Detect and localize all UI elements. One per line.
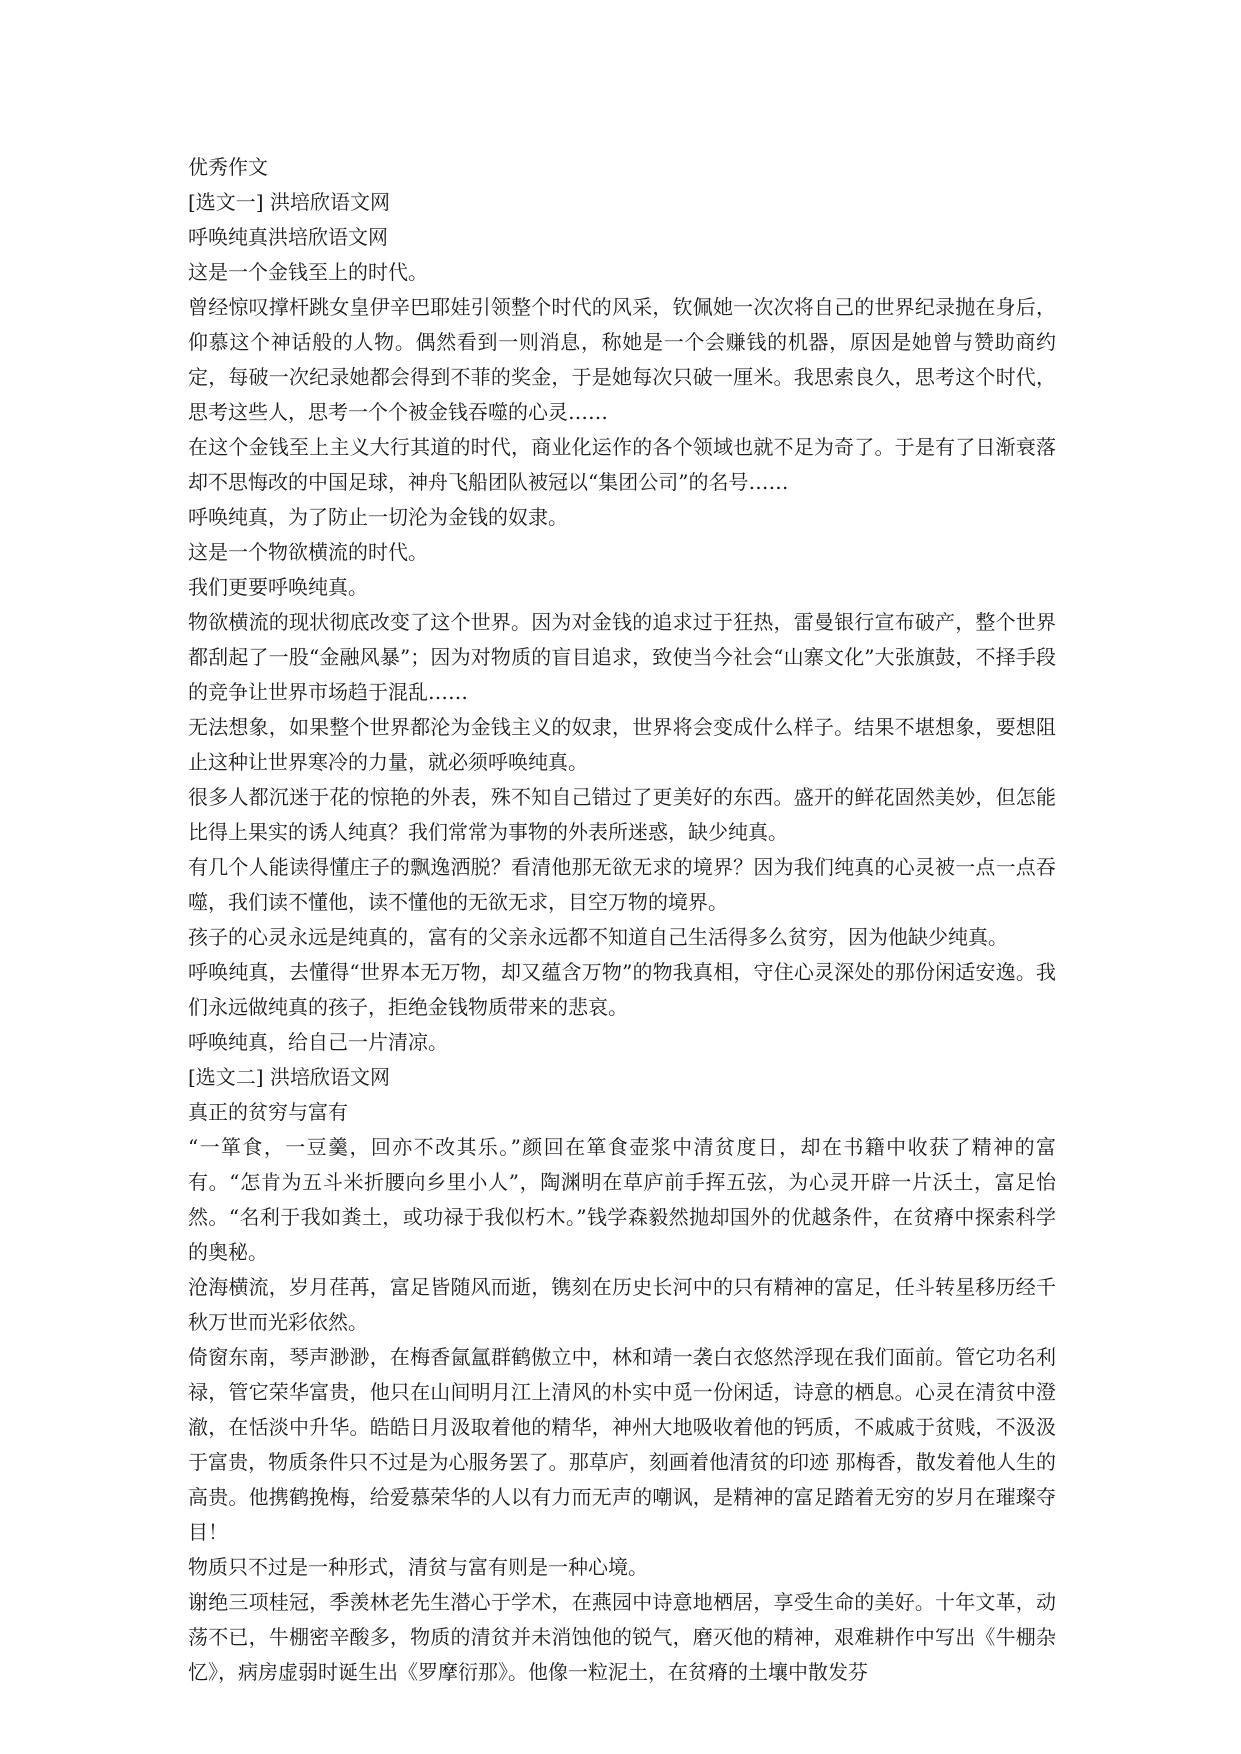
paragraph: 孩子的心灵永远是纯真的，富有的父亲永远都不知道自己生活得多么贫穷，因为他缺少纯真。	[188, 925, 1008, 949]
paragraph: 有几个人能读得懂庄子的飘逸洒脱？看清他那无欲无求的境界？因为我们纯真的心灵被一点一点吞噬，我们读不懂他，读不懂他的无欲无求，目空万物的境界。	[188, 855, 1056, 914]
paragraph: 呼唤纯真，去懂得“世界本无万物，却又蕴含万物”的物我真相，守住心灵深处的那份闲适安逸。我们永远做纯真的孩子，拒绝金钱物质带来的悲哀。	[188, 960, 1056, 1019]
paragraph: 曾经惊叹撑杆跳女皇伊辛巴耶娃引领整个时代的风采，钦佩她一次次将自己的世界纪录抛在身后，仰慕这个神话般的人物。偶然看到一则消息，称她是一个会赚钱的机器，原因是她曾与赞助商约定，每破一次纪录她都会得到不菲的奖金，于是她每次只破一厘米。我思索良久，思考这个时代，思考这些人，思考一个个被金钱吞噬的心灵……	[188, 295, 1056, 424]
paragraph: 呼唤纯真，给自己一片清凉。	[188, 1030, 448, 1054]
document-title: 优秀作文	[188, 155, 268, 179]
paragraph: 倚窗东南，琴声渺渺，在梅香氤氲群鹤傲立中，林和靖一袭白衣悠然浮现在我们面前。管它功名利禄，管它荣华富贵，他只在山间明月江上清风的朴实中觅一份闲适，诗意的栖息。心灵在清贫中澄澈，在恬淡中升华。皓皓日月汲取着他的精华，神州大地吸收着他的钙质，不戚戚于贫贱，不汲汲于富贵，物质条件只不过是为心服务罢了。那草庐，刻画着他清贫的印迹 那梅香，散发着他人生的高贵。他携鹤挽梅，给爱慕荣华的人以有力而无声的嘲讽，是精神的富足踏着无穷的岁月在璀璨夺目！	[188, 1345, 1056, 1544]
paragraph: 在这个金钱至上主义大行其道的时代，商业化运作的各个领域也就不足为奇了。于是有了日渐衰落却不思悔改的中国足球，神舟飞船团队被冠以“集团公司”的名号……	[188, 435, 1056, 494]
paragraph: 我们更要呼唤纯真。	[188, 575, 368, 599]
paragraph: 沧海横流，岁月荏苒，富足皆随风而逝，镌刻在历史长河中的只有精神的富足，任斗转星移历经千秋万世而光彩依然。	[188, 1275, 1056, 1334]
paragraph: 这是一个物欲横流的时代。	[188, 540, 428, 564]
section-heading-2: [选文二] 洪培欣语文网	[188, 1065, 390, 1089]
paragraph: 物欲横流的现状彻底改变了这个世界。因为对金钱的追求过于狂热，雷曼银行宣布破产，整个世界都刮起了一股“金融风暴”；因为对物质的盲目追求，致使当今社会“山寨文化”大张旗鼓，不择手段的竞争让世界市场趋于混乱……	[188, 610, 1056, 704]
section-heading-1: [选文一] 洪培欣语文网	[188, 190, 390, 214]
document-page	[188, 150, 1056, 1690]
essay-title-1: 呼唤纯真洪培欣语文网	[188, 225, 388, 249]
paragraph: 这是一个金钱至上的时代。	[188, 260, 428, 284]
paragraph: 呼唤纯真，为了防止一切沦为金钱的奴隶。	[188, 505, 568, 529]
essay-title-2: 真正的贫穷与富有	[188, 1100, 348, 1124]
paragraph: 无法想象，如果整个世界都沦为金钱主义的奴隶，世界将会变成什么样子。结果不堪想象，要想阻止这种让世界寒冷的力量，就必须呼唤纯真。	[188, 715, 1056, 774]
paragraph: 很多人都沉迷于花的惊艳的外表，殊不知自己错过了更美好的东西。盛开的鲜花固然美妙，但怎能比得上果实的诱人纯真？我们常常为事物的外表所迷惑，缺少纯真。	[188, 785, 1056, 844]
paragraph: 物质只不过是一种形式，清贫与富有则是一种心境。	[188, 1555, 648, 1579]
paragraph: 谢绝三项桂冠，季羡林老先生潜心于学术，在燕园中诗意地栖居，享受生命的美好。十年文革，动荡不已，牛棚密辛酸多，物质的清贫并未消蚀他的锐气，磨灭他的精神，艰难耕作中写出《牛棚杂忆》，病房虚弱时诞生出《罗摩衍那》。他像一粒泥土，在贫瘠的土壤中散发芬	[188, 1590, 1056, 1684]
paragraph: “一箪食，一豆羹，回亦不改其乐。”颜回在箪食壶浆中清贫度日，却在书籍中收获了精神的富有。“怎肯为五斗米折腰向乡里小人”，陶渊明在草庐前手挥五弦，为心灵开辟一片沃土，富足怡然。“名利于我如粪土，或功禄于我似朽木。”钱学森毅然抛却国外的优越条件，在贫瘠中探索科学的奥秘。	[188, 1135, 1056, 1264]
